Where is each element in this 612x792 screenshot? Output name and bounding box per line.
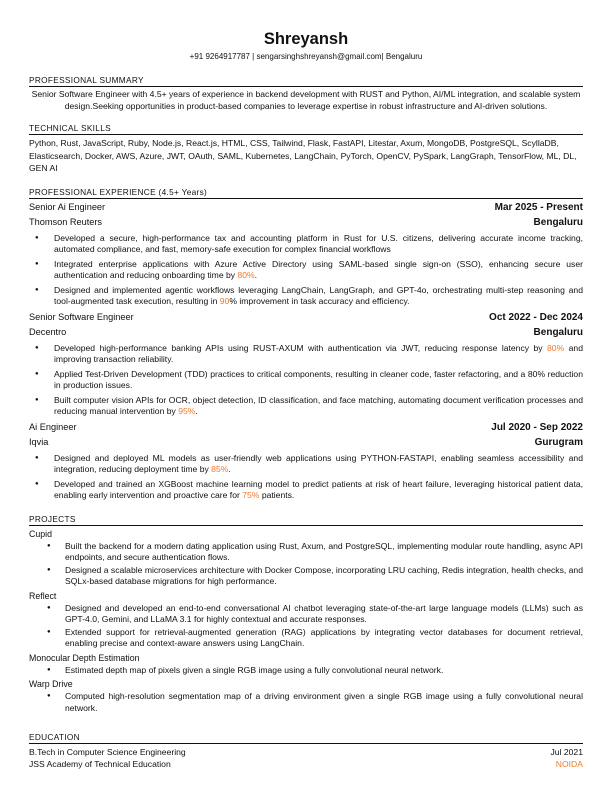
- job-company-row: [29, 435, 583, 450]
- job-location: Bengaluru: [533, 326, 583, 338]
- job-dates: Oct 2022 - Dec 2024: [489, 311, 583, 323]
- school-location: NOIDA: [555, 759, 583, 769]
- bullet-text: Applied Test-Driven Development (TDD) practices to critical components, resulting in cleaner code, faster refactoring, and a 80% reduction in production issues.: [54, 368, 583, 390]
- bullet-text: Built computer vision APIs for OCR, object detection, ID classification, and face matching, automating document verification processes and reducing manual intervention by: [54, 394, 583, 416]
- bullet-item: [29, 233, 583, 256]
- job-title-row: [29, 420, 583, 435]
- job-bullets: [29, 233, 583, 308]
- project-title: Reflect: [29, 590, 57, 601]
- job-title: Senior Software Engineer: [29, 311, 134, 322]
- education-row-degree: [29, 746, 583, 758]
- job-company-row: [29, 215, 583, 230]
- bullet-highlight: 75%: [242, 490, 260, 500]
- bullet-highlight: 90: [219, 296, 230, 306]
- bullet-item: ● Built the backend for a modern dating application using Rust, Axum, and PostgreSQL, implementing modular route handling, async API endpoints, and secure authentication flows.: [29, 541, 583, 564]
- job-location: Bengaluru: [533, 216, 583, 228]
- project-bullets: [29, 691, 583, 714]
- skills-heading: TECHNICAL SKILLS: [29, 123, 583, 135]
- project-bullets: [29, 665, 583, 677]
- bullet-text-end: .: [195, 406, 198, 416]
- bullet-item: [29, 395, 583, 418]
- bullet-text-end: patients.: [259, 490, 295, 500]
- bullet-item: ● Estimated depth map of pixels given a single RGB image using a fully convolutional neural network.: [29, 665, 583, 677]
- projects-heading: PROJECTS: [29, 514, 583, 526]
- bullet-text-end: and improving transaction reliability.: [54, 342, 583, 364]
- bullet-text: Designed and deployed ML models as user-friendly web applications using PYTHON-FASTAPI, enabling seamless accessibility and integration, reducing deployment time by: [54, 452, 583, 474]
- graduation-date: Jul 2021: [550, 747, 583, 757]
- bullet-item: [29, 453, 583, 476]
- job-title-row: [29, 310, 583, 325]
- bullet-highlight: 85%: [211, 464, 229, 474]
- summary-heading: PROFESSIONAL SUMMARY: [29, 75, 583, 87]
- bullet-item: ● Extended support for retrieval-augmented generation (RAG) applications by integrating vector databases for document retrieval, enabling precise and context-aware answers using LangChain.: [29, 627, 583, 650]
- project-bullets: [29, 603, 583, 650]
- bullet-text-end: .: [228, 464, 231, 474]
- bullet-highlight: 80%: [547, 342, 565, 353]
- job-dates: Mar 2025 - Present: [494, 201, 583, 213]
- project-title: Warp Drive: [29, 679, 73, 689]
- degree: B.Tech in Computer Science Engineering: [29, 747, 186, 757]
- bullet-text: Developed and trained an XGBoost machine learning model to predict patients at risk of heart failure, leveraging historical patient data, enabling early intervention and proactive care for: [54, 478, 583, 500]
- job-title: Ai Engineer: [29, 421, 77, 432]
- company: Decentro: [29, 326, 67, 337]
- bullet-item: [29, 369, 583, 392]
- projects-list: [29, 528, 583, 715]
- skills-text: Python, Rust, JavaScript, Ruby, Node.js, React.js, HTML, CSS, Tailwind, Flask, FastAPI, Litestar, Axum, MongoDB, PostgreSQL, ScyllaDB, Elasticsearch, Docker, AWS, Azure, JWT, OAuth, SAML, Kubernetes, LangChain, PyTorch, OpenCV, PySpark, LangGraph, TensorFlow, ML, DL, GEN AI: [29, 138, 577, 173]
- candidate-name: Shreyansh: [263, 30, 349, 48]
- bullet-text-end: % improvement in task accuracy and efficiency.: [229, 296, 410, 306]
- bullet-text: Developed a secure, high-performance tax and accounting platform in Rust for U.S. citizens, delivering accurate income tracking, automated compliance, and fast, memory-safe execution for complex financial workflows: [54, 232, 583, 254]
- education-heading: EDUCATION: [29, 732, 583, 744]
- bullet-item: [29, 479, 583, 502]
- bullet-item: ● Computed high-resolution segmentation map of a driving environment given a single RGB image using a fully convolutional neural network.: [29, 691, 583, 714]
- experience-heading: PROFESSIONAL EXPERIENCE (4.5+ Years): [29, 187, 583, 199]
- job-location: Gurugram: [534, 436, 583, 448]
- job-company-row: [29, 325, 583, 340]
- contact-line: +91 9264917787 | sengarsinghshreyansh@gmail.com| Bengaluru: [189, 52, 423, 61]
- bullet-item: ● Designed and developed an end-to-end conversational AI chatbot leveraging state-of-the-art large language models (LLMs) such as GPT-4.0, Gemini, and LLaMA 3.1 for highly contextual and accurate responses.: [29, 603, 583, 626]
- company: Iqvia: [29, 436, 49, 447]
- bullet-text: Developed high-performance banking APIs using RUST-AXUM with authentication via JWT, reducing response latency by: [54, 342, 548, 353]
- bullet-text-end: .: [254, 270, 258, 280]
- project-title: Monocular Depth Estimation: [29, 652, 140, 663]
- job-bullets: [29, 453, 583, 502]
- education-row-school: [29, 758, 583, 770]
- bullet-item: [29, 343, 583, 366]
- bullet-item: ● Designed a scalable microservices architecture with Docker Compose, incorporating LRU caching, Redis integration, health checks, and SQLx-based database migrations for high performance.: [29, 565, 583, 588]
- job-title-row: [29, 200, 583, 215]
- bullet-highlight: 95%: [178, 406, 196, 416]
- resume-page: [29, 0, 583, 770]
- school: JSS Academy of Technical Education: [29, 759, 171, 769]
- bullet-item: [29, 259, 583, 282]
- bullet-text: Designed and implemented agentic workflows leveraging LangChain, LangGraph, and GPT-4o, orchestrating multi-step reasoning and tool-augmented task execution, resulting in: [54, 284, 583, 306]
- project-title: Cupid: [29, 528, 52, 539]
- job-title: Senior Ai Engineer: [29, 201, 106, 212]
- bullet-item: [29, 285, 583, 308]
- bullet-text: Integrated enterprise applications with Azure Active Directory using SAML-based single sign-on (SSO), enhancing secure user authentication and reducing onboarding time by: [54, 258, 583, 280]
- job-dates: Jul 2020 - Sep 2022: [491, 421, 583, 433]
- company: Thomson Reuters: [29, 216, 103, 227]
- bullet-highlight: 80%: [237, 270, 255, 280]
- summary-text: Senior Software Engineer with 4.5+ years of experience in backend development with RUST and Python, AI/ML integration, and scalable system design.Seeking opportunities in product-based companies to leverage expertise in robust infrastructure and AI-driven solutions.: [31, 89, 581, 111]
- project-bullets: [29, 541, 583, 588]
- job-bullets: [29, 343, 583, 418]
- experience-list: [29, 200, 583, 502]
